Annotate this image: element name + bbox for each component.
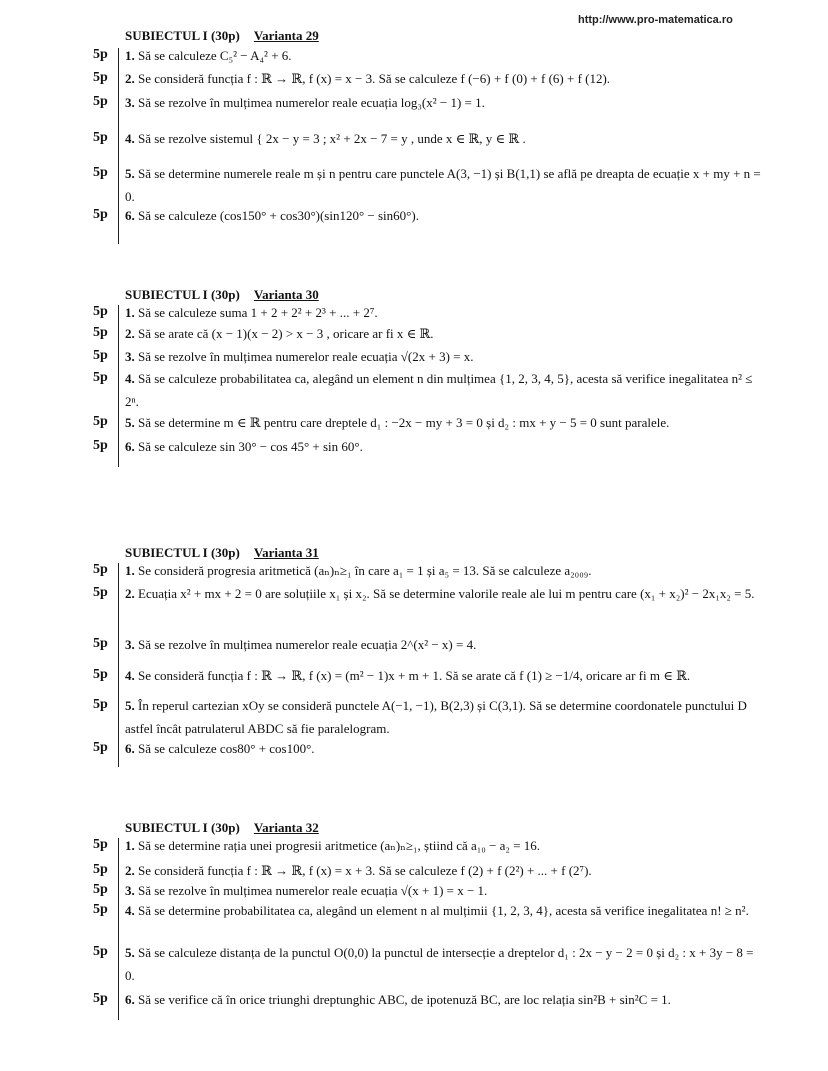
- problem-item: [125, 899, 765, 922]
- problem-number: 5.: [125, 415, 135, 430]
- problem-text: Să se calculeze C₅² − A₄² + 6.: [138, 48, 292, 63]
- problem-text: Să se rezolve în mulțimea numerelor reale ecuația √(2x + 3) = x.: [138, 349, 474, 364]
- problem-item: [125, 91, 765, 114]
- problem-text: Să se rezolve în mulțimea numerelor reale ecuația log₃(x² − 1) = 1.: [138, 95, 485, 110]
- points-label: 5p: [93, 130, 108, 145]
- problem-number: 6.: [125, 208, 135, 223]
- problem-text: Să se calculeze probabilitatea ca, alegând un element n din mulțimea {1, 2, 3, 4, 5}, acesta să verifice inegalitatea n² ≤ 2ⁿ.: [125, 371, 753, 409]
- problem-number: 6.: [125, 992, 135, 1007]
- subject-title: SUBIECTUL I (30p): [125, 287, 240, 302]
- problem-number: 3.: [125, 349, 135, 364]
- subject-title: SUBIECTUL I (30p): [125, 820, 240, 835]
- problem-item: [125, 834, 765, 857]
- problem-number: 5.: [125, 945, 135, 960]
- problem-item: [125, 582, 765, 605]
- variant-label: Varianta 29: [253, 28, 319, 43]
- points-label: 5p: [93, 70, 108, 85]
- problem-item: [125, 435, 765, 458]
- problem-item: [125, 941, 765, 987]
- points-label: 5p: [93, 944, 108, 959]
- variant-label: Varianta 31: [253, 545, 319, 560]
- problem-item: [125, 737, 765, 760]
- problem-text: Se consideră funcția f : ℝ → ℝ, f (x) = (m² − 1)x + m + 1. Să se arate că f (1) ≥ −1/4, oricare ar fi m ∈ ℝ.: [138, 668, 691, 683]
- problem-text: Să se determine rația unei progresii aritmetice (aₙ)ₙ≥₁, știind că a₁₀ − a₂ = 16.: [138, 838, 541, 853]
- problem-text: Să se calculeze cos80° + cos100°.: [138, 741, 315, 756]
- points-label: 5p: [93, 165, 108, 180]
- subject-title: SUBIECTUL I (30p): [125, 28, 240, 43]
- problem-text: Să se rezolve în mulțimea numerelor reale ecuația 2^(x² − x) = 4.: [138, 637, 477, 652]
- problem-item: [125, 322, 765, 345]
- problem-item: [125, 694, 765, 740]
- problem-text: Se consideră funcția f : ℝ → ℝ, f (x) = x + 3. Să se calculeze f (2) + f (2²) + ... + f (2⁷).: [138, 863, 592, 878]
- problem-text: Să se determine probabilitatea ca, alegând un element n al mulțimii {1, 2, 3, 4}, acesta să verifice inegalitatea n! ≥ n².: [138, 903, 749, 918]
- problem-item: [125, 664, 765, 687]
- points-label: 5p: [93, 862, 108, 877]
- problem-number: 2.: [125, 863, 135, 878]
- problem-number: 2.: [125, 71, 135, 86]
- problem-number: 4.: [125, 903, 135, 918]
- problem-number: 1.: [125, 48, 135, 63]
- problem-number: 2.: [125, 586, 135, 601]
- problem-text: Să se rezolve în mulțimea numerelor reale ecuația √(x + 1) = x − 1.: [138, 883, 488, 898]
- points-label: 5p: [93, 636, 108, 651]
- problem-number: 5.: [125, 166, 135, 181]
- problem-item: [125, 44, 765, 67]
- variant-label: Varianta 30: [253, 287, 319, 302]
- points-label: 5p: [93, 902, 108, 917]
- problem-text: Să se calculeze sin 30° − cos 45° + sin 60°.: [138, 439, 363, 454]
- points-label: 5p: [93, 585, 108, 600]
- problem-number: 3.: [125, 95, 135, 110]
- points-label: 5p: [93, 991, 108, 1006]
- problem-text: Să se rezolve sistemul { 2x − y = 3 ; x² + 2x − 7 = y , unde x ∈ ℝ, y ∈ ℝ .: [138, 131, 526, 146]
- problem-item: [125, 204, 765, 227]
- points-label: 5p: [93, 414, 108, 429]
- problem-text: Să se verifice că în orice triunghi dreptunghic ABC, de ipotenuză BC, are loc relația sin²B + sin²C = 1.: [138, 992, 671, 1007]
- margin-divider: [118, 563, 119, 767]
- problem-text: Să se calculeze suma 1 + 2 + 2² + 2³ + ... + 2⁷.: [138, 305, 378, 320]
- points-label: 5p: [93, 207, 108, 222]
- problem-item: [125, 633, 765, 656]
- points-label: 5p: [93, 562, 108, 577]
- points-label: 5p: [93, 837, 108, 852]
- problem-number: 1.: [125, 838, 135, 853]
- problem-number: 4.: [125, 131, 135, 146]
- points-label: 5p: [93, 882, 108, 897]
- points-label: 5p: [93, 697, 108, 712]
- source-url[interactable]: http://www.pro-matematica.ro: [578, 14, 733, 26]
- points-label: 5p: [93, 740, 108, 755]
- points-label: 5p: [93, 325, 108, 340]
- points-label: 5p: [93, 348, 108, 363]
- problem-item: [125, 301, 765, 324]
- section-heading: [125, 28, 319, 44]
- problem-number: 1.: [125, 305, 135, 320]
- points-label: 5p: [93, 438, 108, 453]
- points-label: 5p: [93, 94, 108, 109]
- variant-label: Varianta 32: [253, 820, 319, 835]
- margin-divider: [118, 305, 119, 467]
- points-label: 5p: [93, 304, 108, 319]
- problem-number: 6.: [125, 439, 135, 454]
- problem-item: [125, 367, 765, 413]
- problem-number: 6.: [125, 741, 135, 756]
- problem-number: 4.: [125, 371, 135, 386]
- problem-text: Să se determine m ∈ ℝ pentru care dreptele d₁ : −2x − my + 3 = 0 și d₂ : mx + y − 5 = 0 sunt paralele.: [138, 415, 670, 430]
- points-label: 5p: [93, 370, 108, 385]
- points-label: 5p: [93, 667, 108, 682]
- problem-number: 5.: [125, 698, 135, 713]
- problem-item: [125, 67, 765, 90]
- problem-text: Se consideră funcția f : ℝ → ℝ, f (x) = x − 3. Să se calculeze f (−6) + f (0) + f (6) + f (12).: [138, 71, 611, 86]
- problem-text: Să se determine numerele reale m și n pentru care punctele A(3, −1) și B(1,1) se află pe dreapta de ecuație x + my + n = 0.: [125, 166, 761, 204]
- problem-item: [125, 411, 765, 434]
- problem-text: Să se calculeze distanța de la punctul O(0,0) la punctul de intersecție a dreptelor d₁ : 2x − y − 2 = 0 și d₂ : x + 3y − 8 = 0.: [125, 945, 754, 983]
- problem-item: [125, 345, 765, 368]
- problem-item: [125, 127, 765, 150]
- margin-divider: [118, 838, 119, 1020]
- problem-item: [125, 559, 765, 582]
- problem-number: 4.: [125, 668, 135, 683]
- problem-item: [125, 162, 765, 208]
- problem-text: Se consideră progresia aritmetică (aₙ)ₙ≥₁ în care a₁ = 1 și a₅ = 13. Să se calculeze a₂₀₀₉.: [138, 563, 592, 578]
- problem-number: 3.: [125, 883, 135, 898]
- subject-title: SUBIECTUL I (30p): [125, 545, 240, 560]
- problem-text: În reperul cartezian xOy se consideră punctele A(−1, −1), B(2,3) și C(3,1). Să se determine coordonatele punctului D astfel încât patrulaterul ABDC să fie paralelogram.: [125, 698, 747, 736]
- problem-item: [125, 988, 765, 1011]
- points-label: 5p: [93, 47, 108, 62]
- problem-text: Să se arate că (x − 1)(x − 2) > x − 3 , oricare ar fi x ∈ ℝ.: [138, 326, 434, 341]
- problem-number: 2.: [125, 326, 135, 341]
- problem-text: Să se calculeze (cos150° + cos30°)(sin120° − sin60°).: [138, 208, 419, 223]
- problem-text: Ecuația x² + mx + 2 = 0 are soluțiile x₁ și x₂. Să se determine valorile reale ale lui m pentru care (x₁ + x₂)² − 2x₁x₂ = 5.: [138, 586, 755, 601]
- problem-number: 1.: [125, 563, 135, 578]
- problem-number: 3.: [125, 637, 135, 652]
- margin-divider: [118, 48, 119, 244]
